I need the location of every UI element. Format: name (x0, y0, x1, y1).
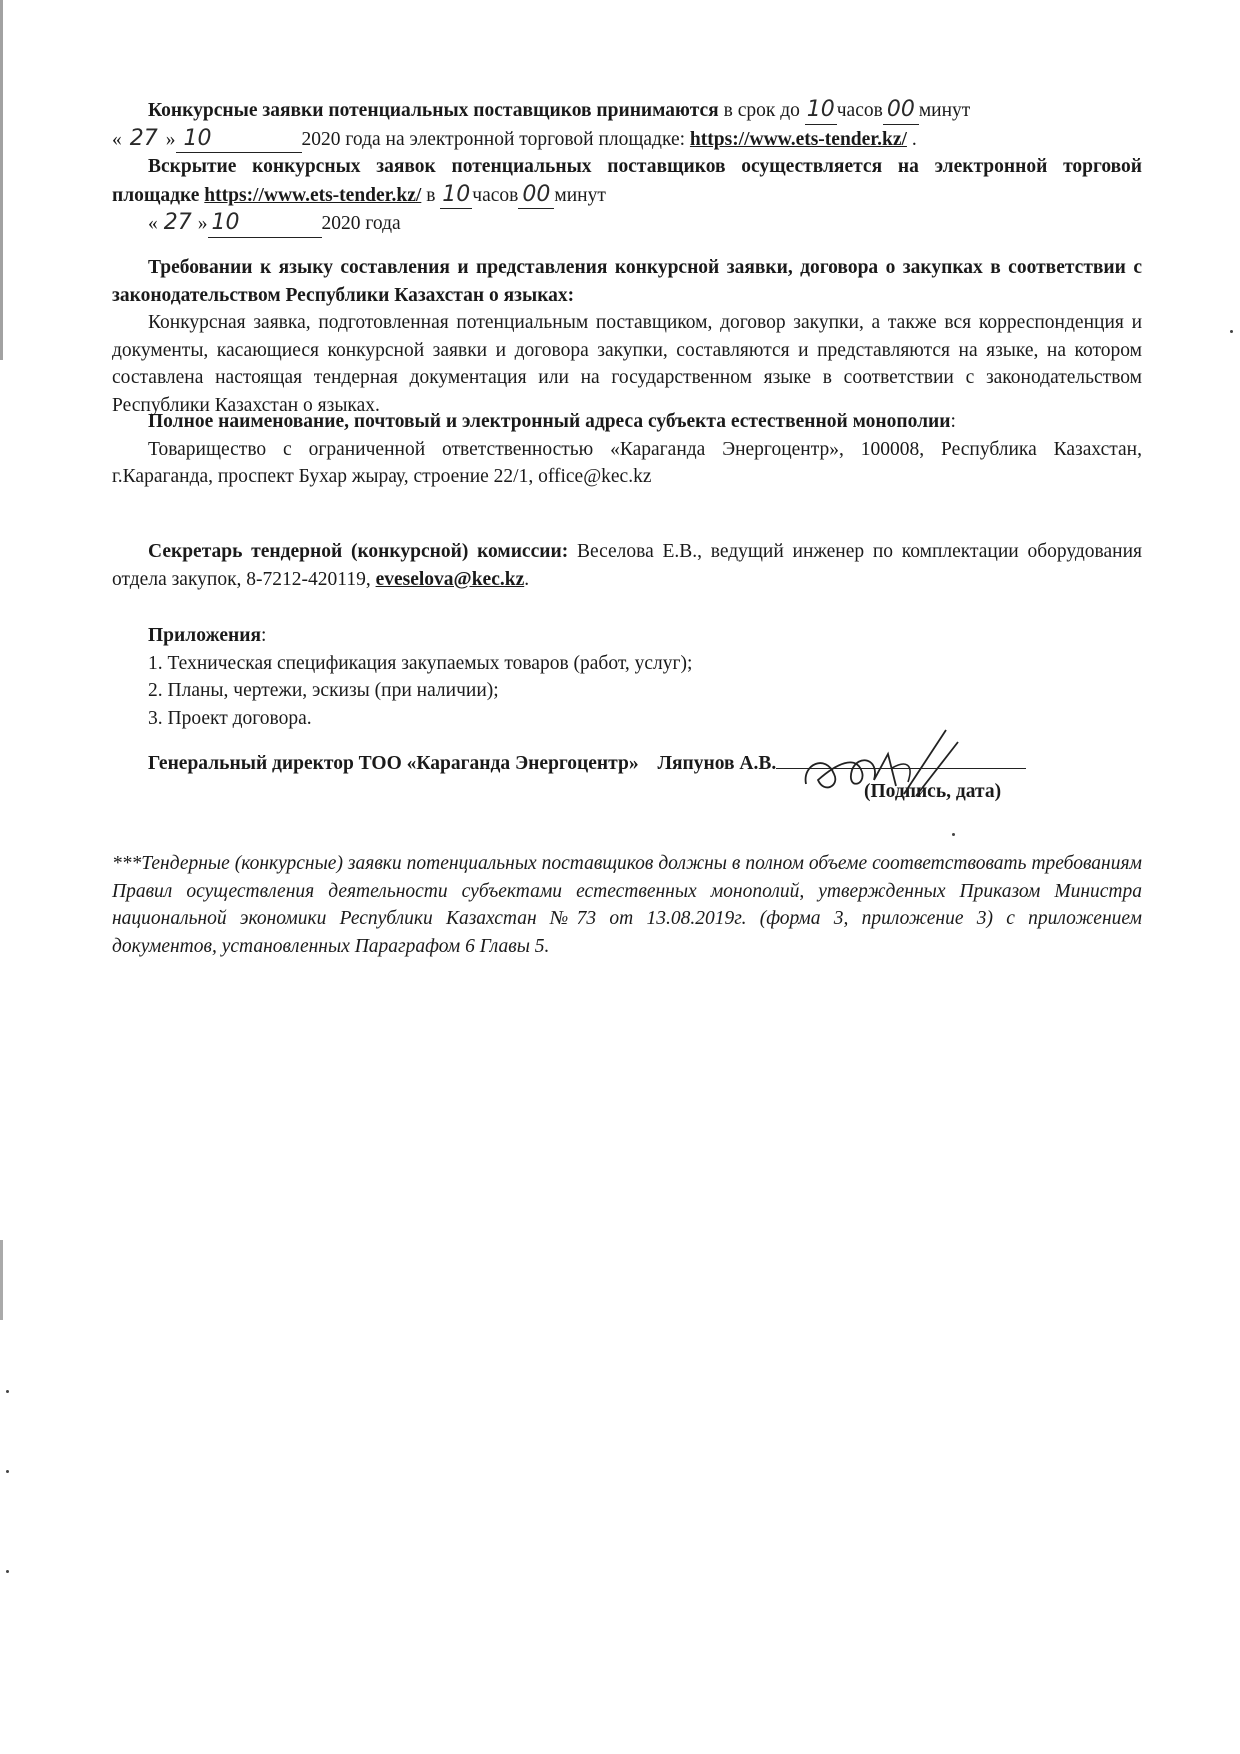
handwritten-signature (796, 724, 966, 802)
ets-tender-link-2[interactable]: https://www.ets-tender.kz/ (204, 184, 422, 206)
language-heading: Требовании к языку составления и представления конкурсной заявки, договора о закупках в соответствии с законодательством Республики Казахстан о языках: (112, 257, 1142, 306)
scan-edge-mark (0, 0, 3, 360)
handwritten-month-2: 10 (208, 209, 322, 238)
handwritten-hour-2: 10 (440, 181, 472, 210)
signature-caption: (Подпись, дата) (864, 780, 1002, 802)
bids-opening-text: Вскрытие конкурсных заявок потенциальных поставщиков осуществляется на электронной торговой площадке (112, 156, 1142, 206)
bids-submission-heading: Конкурсные заявки потенциальных поставщиков принимаются (148, 100, 719, 121)
text-fragment: . (906, 128, 917, 150)
handwritten-minutes-2: 00 (518, 181, 554, 210)
director-title: Генеральный директор ТОО «Караганда Энергоцентр» (148, 753, 639, 774)
text-fragment: . (524, 568, 530, 590)
scan-speck (6, 1470, 9, 1473)
entity-info (112, 408, 1142, 491)
bids-submission-paragraph (112, 96, 1142, 238)
text-fragment: минут (918, 100, 971, 121)
signature-block (112, 750, 1142, 805)
language-body: Конкурсная заявка, подготовленная потенциальным поставщиком, договор закупки, а также вся корреспонденция и документы, касающиеся конкурсной заявки и договора закупки, составляются и представляются на языке, на котором составлена настоящая тендерная документация или на государственном языке в соответствии с законодательством Республики Казахстан о языках. (112, 312, 1142, 416)
attachments-heading: Приложения (148, 625, 262, 646)
text-fragment: в (421, 184, 441, 206)
text-fragment: : (261, 625, 267, 646)
quote-mark: « (148, 213, 158, 234)
secretary-text: Веселова Е.В., ведущий инженер по комплектации оборудования отдела закупок, 8-7212-420119, (112, 541, 1142, 590)
text-fragment: : (950, 411, 956, 432)
footnote (112, 850, 1142, 960)
text-fragment: в срок до (718, 100, 805, 121)
attachment-item: 3. Проект договора. (148, 707, 312, 729)
quote-mark: « (112, 128, 122, 150)
handwritten-hour: 10 (805, 96, 837, 125)
director-name: Ляпунов А.В. (657, 753, 777, 774)
entity-body: Товарищество с ограниченной ответственностью «Караганда Энергоцентр», 100008, Республика Казахстан, г.Караганда, проспект Бухар жырау, строение 22/1, office@kec.kz (112, 438, 1142, 487)
scan-speck (6, 1390, 9, 1393)
handwritten-minutes: 00 (883, 96, 919, 125)
ets-tender-link[interactable]: https://www.ets-tender.kz/ (689, 128, 907, 150)
scan-edge-mark (0, 1240, 3, 1320)
language-requirements (112, 254, 1142, 419)
scan-speck (6, 1570, 9, 1573)
entity-heading: Полное наименование, почтовый и электронный адреса субъекта естественной монополии (148, 411, 951, 432)
text-fragment: часов (836, 100, 883, 121)
quote-mark: » (165, 128, 176, 150)
text-fragment: 2020 года (321, 213, 401, 234)
handwritten-day: 27 (129, 125, 158, 151)
handwritten-month: 10 (176, 125, 302, 154)
secretary-email-link[interactable]: eveselova@kec.kz (375, 568, 525, 590)
scan-speck (952, 833, 955, 836)
handwritten-day-2: 27 (163, 210, 192, 235)
quote-mark: » (197, 213, 208, 234)
attachments-section (112, 622, 1142, 732)
text-fragment: минут (554, 184, 606, 206)
secretary-info (112, 538, 1142, 593)
text-fragment: часов (472, 184, 519, 206)
attachment-item: 2. Планы, чертежи, эскизы (при наличии); (148, 680, 499, 701)
attachment-item: 1. Техническая спецификация закупаемых товаров (работ, услуг); (148, 652, 693, 674)
text-fragment: 2020 года на электронной торговой площадке: (301, 128, 690, 150)
signature-line (776, 768, 1026, 769)
scan-speck (1230, 330, 1233, 333)
secretary-label: Секретарь тендерной (конкурсной) комиссии: (148, 541, 569, 562)
footnote-text: ***Тендерные (конкурсные) заявки потенциальных поставщиков должны в полном объеме соответствовать требованиям Правил осуществления деятельности субъектами естественных монополий, утвержденных Приказом Министра национальной экономики Республики Казахстан №73 от 13.08.2019г. (форма 3, приложение 3) с приложением документов, установленных Параграфом 6 Главы 5. (112, 853, 1142, 957)
